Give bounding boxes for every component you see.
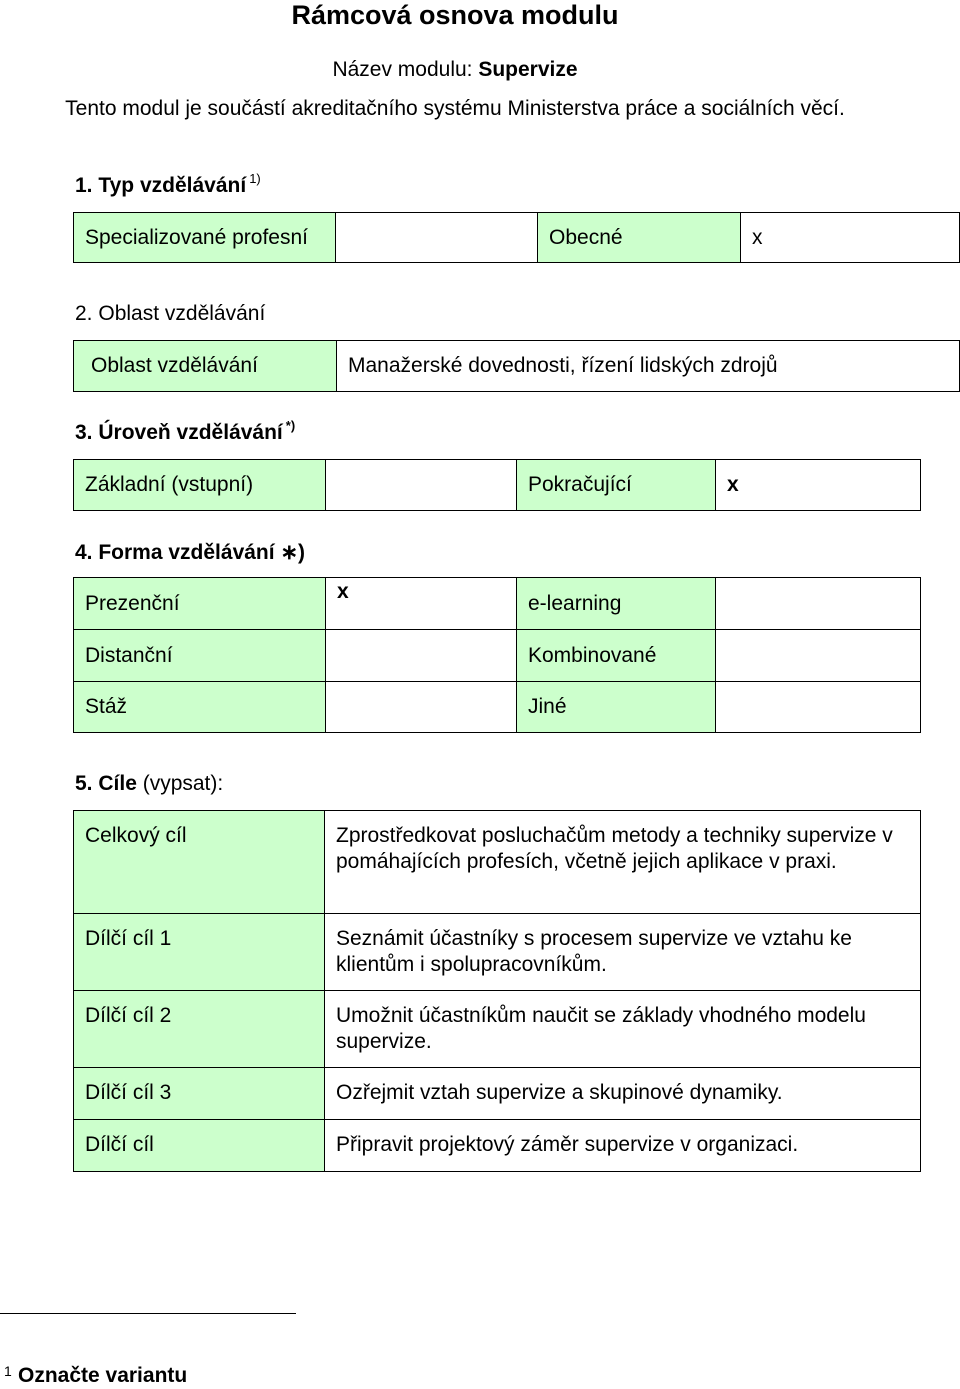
section3-title: Úroveň vzdělávání — [98, 421, 283, 444]
section4-table — [73, 577, 921, 733]
section4-heading — [75, 540, 305, 565]
section3-heading — [75, 418, 296, 445]
type-specialized-mark[interactable] — [336, 213, 538, 263]
goal-row — [74, 914, 921, 991]
goal-label: Dílčí cíl 2 — [74, 991, 325, 1068]
goal-label: Dílčí cíl 3 — [74, 1068, 325, 1120]
accreditation-note: Tento modul je součástí akreditačního systému Ministerstva práce a sociálních věcí. — [65, 97, 845, 120]
level-basic-cell: Základní (vstupní) — [74, 460, 326, 511]
form-kombinovane-mark[interactable] — [716, 630, 921, 682]
form-row — [74, 578, 921, 630]
section1-heading — [75, 171, 261, 198]
area-label-cell: Oblast vzdělávání — [74, 341, 337, 392]
section3-table — [73, 459, 921, 511]
form-staz-cell: Stáž — [74, 682, 326, 733]
section4-asterisk: ∗) — [280, 541, 306, 564]
section1-footnote-ref: 1) — [249, 171, 261, 186]
form-row — [74, 682, 921, 733]
form-distancni-mark[interactable] — [326, 630, 517, 682]
goal-text: Zprostředkovat posluchačům metody a techniky supervize v pomáhajících profesích, včetně jejich aplikace v praxi. — [325, 811, 921, 914]
type-general-cell: Obecné — [538, 213, 741, 263]
section3-number: 3. — [75, 421, 93, 444]
section4-number: 4. — [75, 541, 93, 564]
section2-table — [73, 340, 960, 392]
section1-table — [73, 212, 960, 263]
section3-asterisk: *) — [285, 418, 296, 433]
form-staz-mark[interactable] — [326, 682, 517, 733]
section2-heading — [75, 302, 265, 326]
footnote-separator — [0, 1313, 296, 1314]
goal-row — [74, 991, 921, 1068]
section5-heading — [75, 772, 223, 796]
form-prezencni-cell: Prezenční — [74, 578, 326, 630]
form-distancni-cell: Distanční — [74, 630, 326, 682]
section1-title: Typ vzdělávání — [98, 174, 247, 197]
footnote-text: Označte variantu — [18, 1364, 188, 1387]
section5-suffix: (vypsat): — [136, 772, 224, 795]
goal-label: Dílčí cíl 1 — [74, 914, 325, 991]
page-title: Rámcová osnova modulu — [291, 0, 619, 30]
section4-title: Forma vzdělávání — [98, 541, 275, 564]
level-basic-mark[interactable] — [326, 460, 517, 511]
module-name-value: Supervize — [478, 58, 578, 81]
level-advanced-cell: Pokračující — [517, 460, 716, 511]
goal-label: Dílčí cíl — [74, 1120, 325, 1172]
area-value-cell: Manažerské dovednosti, řízení lidských zdrojů — [337, 341, 960, 392]
section2-title: Oblast vzdělávání — [98, 302, 266, 325]
section2-number: 2. — [75, 302, 93, 325]
goal-row — [74, 811, 921, 914]
type-general-mark[interactable]: x — [741, 213, 960, 263]
footnote-number: 1 — [4, 1363, 12, 1379]
type-specialized-cell: Specializované profesní — [74, 213, 336, 263]
form-jine-cell: Jiné — [517, 682, 716, 733]
goal-text: Ozřejmit vztah supervize a skupinové dynamiky. — [325, 1068, 921, 1120]
section5-title: Cíle — [98, 772, 137, 795]
module-name-label: Název modulu: — [332, 58, 479, 81]
goal-text: Připravit projektový záměr supervize v organizaci. — [325, 1120, 921, 1172]
goal-row — [74, 1068, 921, 1120]
form-elearning-cell: e-learning — [517, 578, 716, 630]
goal-text: Umožnit účastníkům naučit se základy vhodného modelu supervize. — [325, 991, 921, 1068]
section1-number: 1. — [75, 174, 93, 197]
form-kombinovane-cell: Kombinované — [517, 630, 716, 682]
form-elearning-mark[interactable] — [716, 578, 921, 630]
goal-row — [74, 1120, 921, 1172]
form-prezencni-mark[interactable]: x — [326, 578, 517, 630]
level-advanced-mark[interactable]: x — [716, 460, 921, 511]
module-name-line — [0, 58, 910, 82]
section5-table — [73, 810, 921, 1172]
section5-number: 5. — [75, 772, 93, 795]
form-row — [74, 630, 921, 682]
goal-text: Seznámit účastníky s procesem supervize ve vztahu ke klientům i spolupracovníkům. — [325, 914, 921, 991]
goal-label: Celkový cíl — [74, 811, 325, 914]
form-jine-mark[interactable] — [716, 682, 921, 733]
